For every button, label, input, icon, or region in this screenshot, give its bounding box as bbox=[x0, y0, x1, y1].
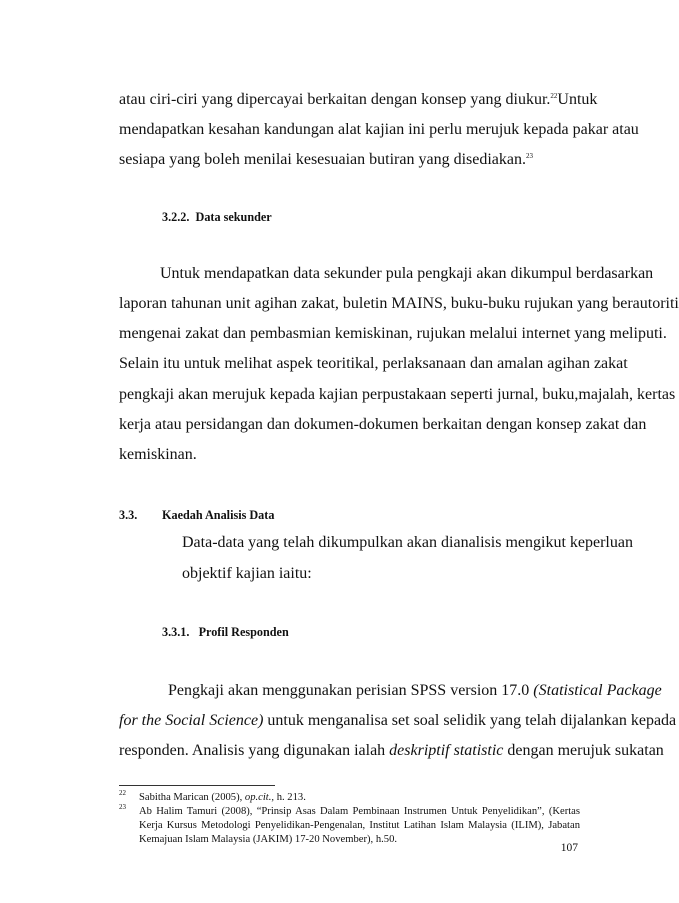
footnote-number: 22 bbox=[119, 789, 126, 797]
footnote-23-line-1: Ab Halim Tamuri (2008), “Prinsip Asas Dalam Pembinaan Instrumen Untuk Penyelidikan”, (Kertas bbox=[139, 806, 580, 817]
section-number: 3.3.1. bbox=[162, 625, 190, 639]
text-span: h. 213. bbox=[274, 792, 306, 803]
text-span: dengan merujuk sukatan bbox=[503, 742, 664, 759]
paragraph-2-line-7: kemiskinan. bbox=[119, 446, 197, 463]
text-span: Untuk bbox=[557, 91, 598, 108]
section-number-3-3: 3.3. bbox=[119, 508, 138, 522]
footnote-22 bbox=[139, 791, 306, 805]
paragraph-2-line-4: Selain itu untuk melihat aspek teoritikal, perlaksanaan dan amalan agihan zakat bbox=[119, 355, 628, 372]
text-span: sesiapa yang boleh menilai kesesuaian butiran yang disediakan. bbox=[119, 151, 526, 168]
paragraph-2-line-1: Untuk mendapatkan data sekunder pula pengkaji akan dikumpul berdasarkan bbox=[160, 265, 654, 282]
text-span: untuk menganalisa set soal selidik yang telah dijalankan kepada bbox=[263, 712, 677, 729]
paragraph-4-line-3 bbox=[119, 742, 664, 759]
footnote-23-line-3: Kemajuan Islam Malaysia (JAKIM) 17-20 November), h.50. bbox=[139, 834, 398, 845]
footnote-number: 23 bbox=[119, 803, 126, 811]
section-heading-3-2-2 bbox=[162, 209, 272, 225]
text-span: responden. Analisis yang digunakan ialah bbox=[119, 742, 390, 759]
italic-text: op.cit., bbox=[244, 792, 275, 803]
paragraph-2-line-3: mengenai zakat dan pembasmian kemiskinan, rujukan melalui internet yang meliputi. bbox=[119, 325, 667, 342]
paragraph-1-line-1 bbox=[119, 91, 598, 108]
paragraph-4-line-1 bbox=[168, 682, 662, 699]
section-title: Profil Responden bbox=[198, 625, 289, 639]
italic-text: for the Social Science) bbox=[119, 712, 264, 729]
text-span: Sabitha Marican (2005), bbox=[139, 792, 245, 803]
paragraph-4-line-2 bbox=[119, 712, 677, 729]
text-span: Pengkaji akan menggunakan perisian SPSS version 17.0 bbox=[168, 682, 534, 699]
paragraph-3-line-2: objektif kajian iaitu: bbox=[182, 565, 312, 582]
paragraph-2-line-6: kerja atau persidangan dan dokumen-dokumen berkaitan dengan konsep zakat dan bbox=[119, 416, 647, 433]
page-number: 107 bbox=[560, 842, 578, 854]
section-title-3-3: Kaedah Analisis Data bbox=[162, 508, 275, 522]
paragraph-2-line-2: laporan tahunan unit agihan zakat, buletin MAINS, buku-buku rujukan yang berautoriti bbox=[119, 295, 679, 312]
footnote-ref: 23 bbox=[525, 152, 533, 160]
footnote-divider bbox=[119, 785, 275, 786]
section-number: 3.2.2. bbox=[162, 210, 190, 224]
section-title: Data sekunder bbox=[195, 210, 272, 224]
footnote-ref: 22 bbox=[550, 92, 558, 100]
italic-text: (Statistical Package bbox=[533, 682, 662, 699]
italic-text: deskriptif statistic bbox=[389, 742, 504, 759]
paragraph-2-line-5: pengkaji akan merujuk kepada kajian perpustakaan seperti jurnal, buku,majalah, kertas bbox=[119, 386, 676, 403]
paragraph-1-line-3 bbox=[119, 152, 580, 168]
footnote-23-line-2: Kerja Kursus Metodologi Penyelidikan-Pengenalan, Institut Latihan Islam Malaysia (ILIM), Jabatan bbox=[139, 820, 580, 831]
paragraph-3-line-1: Data-data yang telah dikumpulkan akan dianalisis mengikut keperluan bbox=[182, 534, 633, 551]
text-span: atau ciri-ciri yang dipercayai berkaitan dengan konsep yang diukur. bbox=[119, 91, 551, 108]
section-heading-3-3-1 bbox=[162, 624, 289, 640]
paragraph-1-line-2: mendapatkan kesahan kandungan alat kajian ini perlu merujuk kepada pakar atau bbox=[119, 121, 639, 138]
